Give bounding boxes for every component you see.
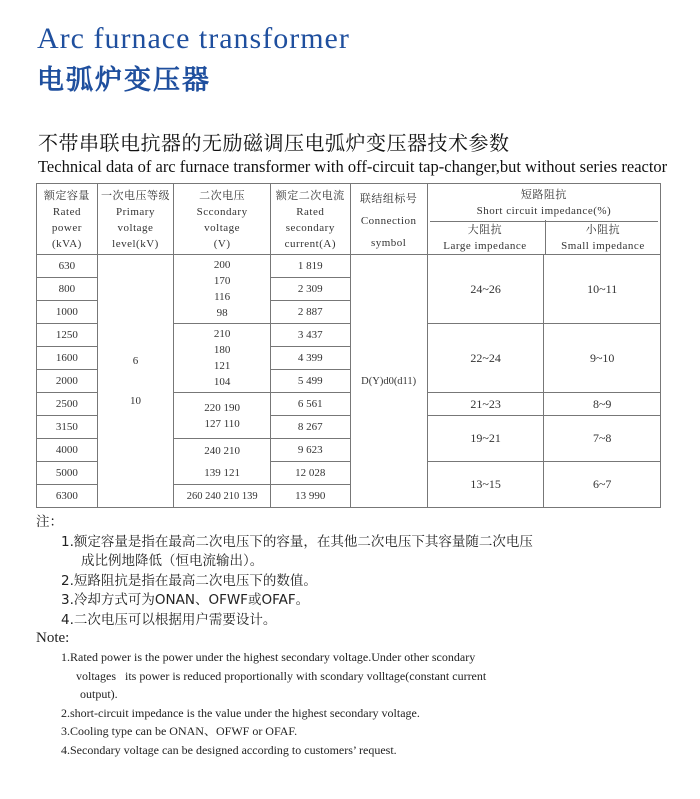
- rated-power-cell: 1000: [37, 301, 98, 324]
- notes-cn-item: 4.二次电压可以根据用户需要设计。: [61, 611, 277, 628]
- secondary-current-cell: 1 819: [271, 255, 350, 278]
- secondary-current-cell: 2 309: [271, 278, 350, 301]
- notes-cn-item: 2.短路阻抗是指在最高二次电压下的数值。: [61, 572, 317, 589]
- secondary-current-cell: 12 028: [271, 462, 350, 485]
- col-header-secondary-voltage: 二次电压 Sccondary voltage (V): [174, 184, 271, 255]
- secondary-voltage-cell: 260 240 210 139: [174, 485, 271, 508]
- notes-en-item: 2.short-circuit impedance is the value under the highest secondary voltage.: [61, 705, 420, 720]
- col-header-secondary-current: 额定二次电流 Rated secondary current(A): [271, 184, 350, 255]
- col-header-rated-power: 额定容量 Rated power (kVA): [37, 184, 98, 255]
- col-header-primary-voltage: 一次电压等级 Primary voltage level(kV): [97, 184, 173, 255]
- rated-power-cell: 6300: [37, 485, 98, 508]
- page-title-en: Arc furnace transformer: [37, 22, 350, 55]
- large-impedance-cell: 21~23: [427, 393, 544, 416]
- notes-en-item: 1.Rated power is the power under the highest secondary voltage.Under other scondary: [61, 650, 476, 664]
- col-header-connection: 联结组标号 Connection symbol: [350, 184, 427, 255]
- large-impedance-cell: 22~24: [427, 324, 544, 393]
- notes-en-item: 3.Cooling type can be ONAN、OFWF or OFAF.: [61, 724, 298, 739]
- large-impedance-cell: 13~15: [427, 462, 544, 508]
- technical-data-table: [36, 183, 661, 508]
- secondary-current-cell: 3 437: [271, 324, 350, 347]
- small-impedance-cell: 9~10: [544, 324, 661, 393]
- col-header-large-impedance: 大阻抗 Large impedance: [443, 224, 527, 252]
- rated-power-cell: 1600: [37, 347, 98, 370]
- secondary-current-cell: 13 990: [271, 485, 350, 508]
- secondary-current-cell: 8 267: [271, 416, 350, 439]
- secondary-current-cell: 6 561: [271, 393, 350, 416]
- secondary-voltage-cell: 240 210 139 121: [174, 439, 271, 485]
- table-header-row: [37, 184, 661, 255]
- connection-symbol-cell: D(Y)d0(d11): [350, 255, 427, 508]
- secondary-current-cell: 9 623: [271, 439, 350, 462]
- large-impedance-cell: 24~26: [427, 255, 544, 324]
- col-header-short-circuit: 短路阻抗 Short circuit impedance(%) 大阻抗 Large impedance 小阻抗 Small impedance: [427, 184, 660, 255]
- rated-power-cell: 2000: [37, 370, 98, 393]
- rated-power-cell: 3150: [37, 416, 98, 439]
- notes-cn-heading: 注：: [36, 514, 63, 530]
- primary-voltage-cell: 6 10: [97, 255, 173, 508]
- rated-power-cell: 4000: [37, 439, 98, 462]
- secondary-voltage-cell: 220 190 127 110: [174, 393, 271, 439]
- notes-cn-item: 1.额定容量是指在最高二次电压下的容量，在其他二次电压下其容量随二次电压: [61, 533, 533, 550]
- large-impedance-cell: 19~21: [427, 416, 544, 462]
- table-title-cn: 不带串联电抗器的无励磁调压电弧炉变压器技术参数: [38, 131, 510, 155]
- rated-power-cell: 800: [37, 278, 98, 301]
- small-impedance-cell: 8~9: [544, 393, 661, 416]
- col-header-small-impedance: 小阻抗 Small impedance: [545, 220, 660, 254]
- page-title-cn: 电弧炉变压器: [37, 65, 211, 96]
- notes-cn: [36, 513, 533, 630]
- table-title-en: Technical data of arc furnace transformer with off-circuit tap-changer,but without series reactor: [38, 157, 668, 176]
- secondary-voltage-cell: 200 170 116 98: [174, 255, 271, 324]
- secondary-current-cell: 2 887: [271, 301, 350, 324]
- rated-power-cell: 630: [37, 255, 98, 278]
- notes-en-item: voltages its power is reduced proportionally with scondary volltage(constant current: [76, 668, 487, 683]
- rated-power-cell: 5000: [37, 462, 98, 485]
- notes-cn-item: 成比例地降低（恒电流输出）。: [81, 553, 264, 569]
- rated-power-cell: 2500: [37, 393, 98, 416]
- notes-cn-item: 3.冷却方式可为ONAN、OFWF或OFAF。: [61, 592, 310, 608]
- secondary-current-cell: 4 399: [271, 347, 350, 370]
- small-impedance-cell: 6~7: [544, 462, 661, 508]
- small-impedance-cell: 10~11: [544, 255, 661, 324]
- notes-en-item: 4.Secondary voltage can be designed according to customers’ request.: [61, 742, 397, 757]
- notes-en-item: output).: [80, 687, 118, 702]
- table-row: [37, 255, 661, 278]
- notes-en: [36, 628, 486, 760]
- secondary-current-cell: 5 499: [271, 370, 350, 393]
- notes-en-heading: Note:: [36, 630, 70, 646]
- rated-power-cell: 1250: [37, 324, 98, 347]
- small-impedance-cell: 7~8: [544, 416, 661, 462]
- secondary-voltage-cell: 210 180 121 104: [174, 324, 271, 393]
